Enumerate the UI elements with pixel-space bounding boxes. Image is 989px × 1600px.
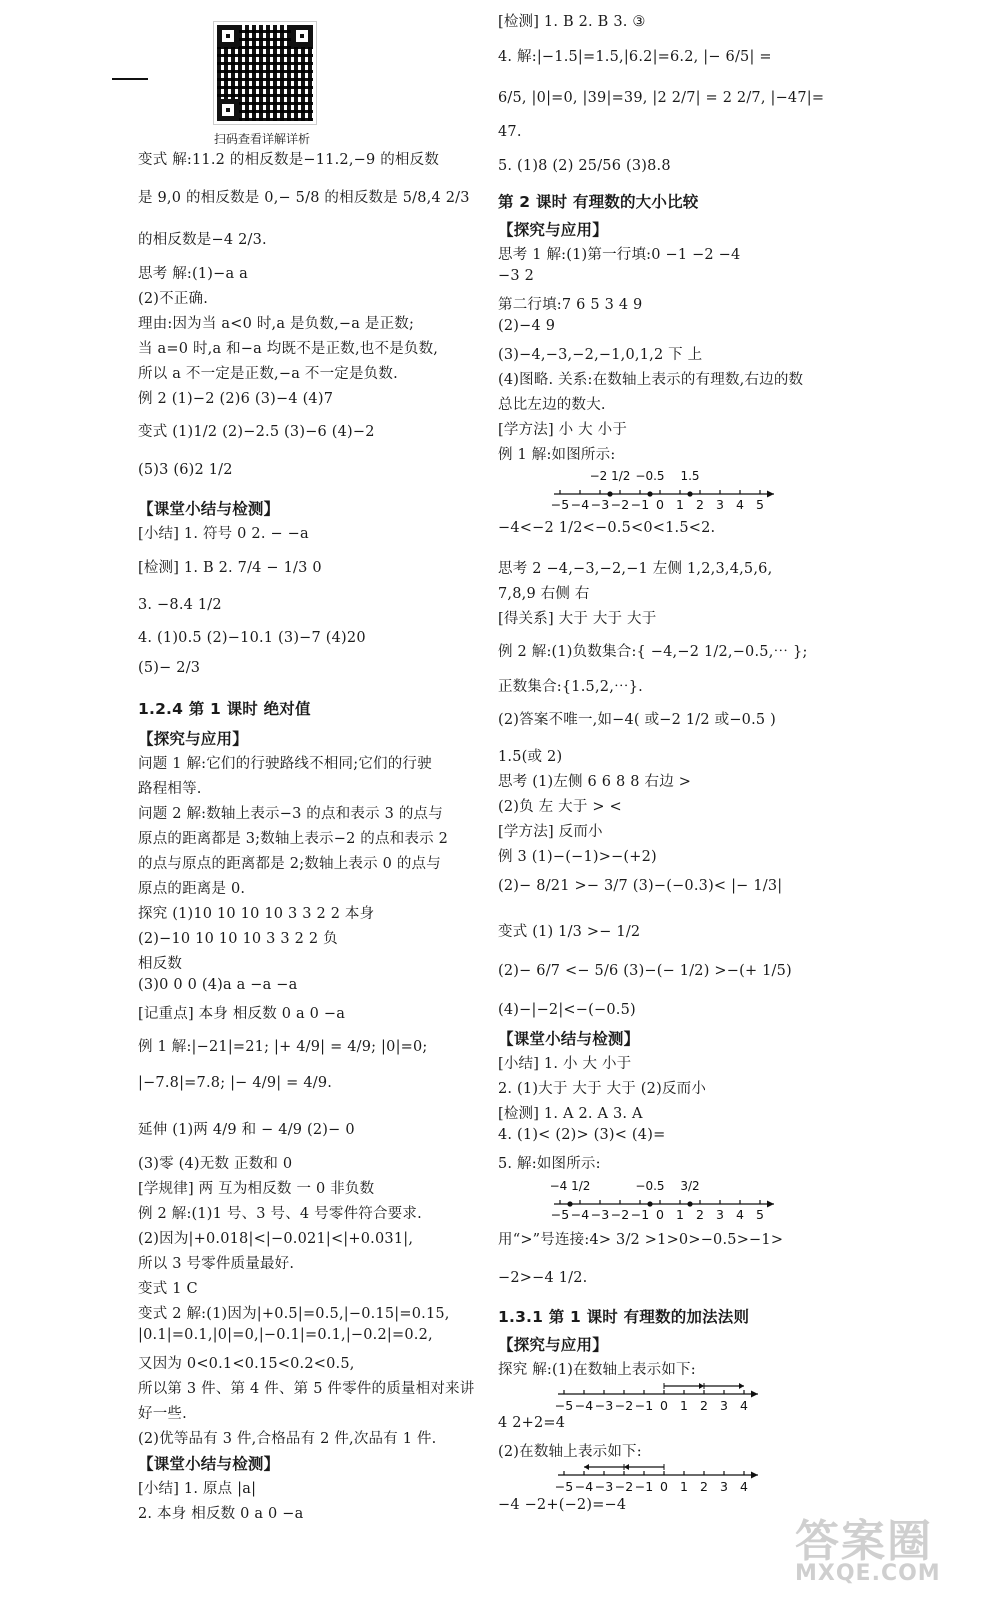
answer-line: −2>−4 1/2. (498, 1270, 588, 1286)
tick-label: −1 (630, 1207, 650, 1222)
answer-line: 思考 1 解:(1)第一行填:0 −1 −2 −4 (498, 247, 741, 263)
number-line-example-1 (548, 462, 788, 514)
answer-line: 变式 2 解:(1)因为|+0.5|=0.5,|−0.15|=0.15, (138, 1306, 450, 1322)
answer-line: 所以 3 号零件质量最好. (138, 1256, 295, 1272)
answer-line: [小结] 1. 原点 |a| (138, 1481, 257, 1497)
answer-line: (2)答案不唯一,如−4( 或−2 1/2 或−0.5 ) (498, 712, 776, 728)
answer-line: 7,8,9 右侧 右 (498, 586, 590, 602)
tick-label: 0 (656, 497, 664, 512)
answer-line: (2)负 左 大于 > < (498, 799, 622, 815)
tick-label: −3 (594, 1479, 614, 1494)
point-label: −2 1/2 (589, 469, 631, 483)
point-dot (607, 491, 612, 496)
answer-line: (2)−4 9 (498, 318, 556, 334)
answer-line: 的点与原点的距离都是 2;数轴上表示 0 的点与 (138, 856, 441, 872)
section-heading: 第 2 课时 有理数的大小比较 (498, 193, 699, 211)
jump-arrowhead (624, 1464, 629, 1470)
answer-line: 所以第 3 件、第 4 件、第 5 件零件的质量相对来讲 (138, 1381, 475, 1397)
tick-label: −1 (634, 1398, 654, 1413)
answer-line: 3. −8.4 1/2 (138, 597, 222, 613)
answer-line: 原点的距离都是 3;数轴上表示−2 的点和表示 2 (138, 831, 449, 847)
tick-label: 3 (720, 1479, 728, 1494)
answer-line: −3 2 (498, 268, 535, 284)
answer-line: 路程相等. (138, 781, 202, 797)
qr-caption: 扫码查看详解详析 (214, 132, 311, 146)
answer-line: [学方法] 反而小 (498, 824, 603, 840)
answer-line: 变式 1 C (138, 1281, 198, 1297)
answer-line: 的相反数是−4 2/3. (138, 232, 267, 248)
tick-label: 2 (700, 1398, 708, 1413)
answer-line: 例 1 解:|−21|=21; |+ 4/9| = 4/9; |0|=0; (138, 1039, 428, 1055)
answer-line: 探究 (1)10 10 10 10 3 3 2 2 本身 (138, 906, 375, 922)
point-dot (687, 1201, 692, 1206)
answer-line: 47. (498, 124, 522, 140)
tick-label: 1 (680, 1479, 688, 1494)
answer-line: (4)−|−2|<−(−0.5) (498, 1002, 636, 1018)
answer-line: −4<−2 1/2<−0.5<0<1.5<2. (498, 520, 716, 536)
answer-line: [学规律] 两 互为相反数 一 0 非负数 (138, 1181, 375, 1197)
tick-label: −5 (554, 1398, 574, 1413)
tick-label: −2 (614, 1479, 634, 1494)
tick-label: −4 (570, 497, 590, 512)
answer-line: 5. 解:如图所示: (498, 1156, 601, 1172)
answer-line: 延伸 (1)两 4/9 和 − 4/9 (2)− 0 (138, 1122, 355, 1138)
answer-line: (4)图略. 关系:在数轴上表示的有理数,右边的数 (498, 372, 804, 388)
answer-line: 当 a=0 时,a 和−a 均既不是正数,也不是负数, (138, 341, 439, 357)
answer-line: (2)−10 10 10 10 3 3 2 2 负 (138, 931, 338, 947)
answer-line: [检测] 1. A 2. A 3. A (498, 1106, 643, 1122)
section-heading: 【课堂小结与检测】 (498, 1030, 640, 1048)
axis-arrow (751, 1472, 758, 1479)
answer-line: (2)优等品有 3 件,合格品有 2 件,次品有 1 件. (138, 1431, 437, 1447)
answer-line: 2. 本身 相反数 0 a 0 −a (138, 1506, 304, 1522)
tick-label: 1 (680, 1398, 688, 1413)
section-heading: 【探究与应用】 (138, 730, 248, 748)
section-heading: 【课堂小结与检测】 (138, 1455, 280, 1473)
axis-arrow (767, 1201, 774, 1208)
answer-line: 4. (1)< (2)> (3)< (4)= (498, 1127, 666, 1143)
answer-line: 问题 2 解:数轴上表示−3 的点和表示 3 的点与 (138, 806, 443, 822)
tick-label: −1 (630, 497, 650, 512)
tick-label: 0 (656, 1207, 664, 1222)
answer-line: 例 2 解:(1)负数集合:{ −4,−2 1/2,−0.5,⋯ }; (498, 644, 808, 660)
tick-label: 2 (700, 1479, 708, 1494)
point-label: −0.5 (635, 469, 665, 483)
answer-line: 原点的距离是 0. (138, 881, 246, 897)
answer-line: 又因为 0<0.1<0.15<0.2<0.5, (138, 1356, 355, 1372)
tick-label: 4 (740, 1479, 748, 1494)
number-line-explore-1 (552, 1380, 762, 1416)
answer-line: [得关系] 大于 大于 大于 (498, 611, 657, 627)
answer-line: [记重点] 本身 相反数 0 a 0 −a (138, 1006, 346, 1022)
point-dot (647, 491, 652, 496)
answer-line: [小结] 1. 小 大 小于 (498, 1056, 632, 1072)
tick-label: −5 (550, 1207, 570, 1222)
answer-line: 用“>”号连接:4> 3/2 >1>0>−0.5>−1> (498, 1232, 784, 1248)
tick-label: 3 (716, 1207, 724, 1222)
tick-label: −2 (610, 1207, 630, 1222)
jump-arrowhead (584, 1464, 589, 1470)
answer-line: 例 2 解:(1)1 号、3 号、4 号零件符合要求. (138, 1206, 422, 1222)
header-rule (112, 78, 148, 80)
tick-label: 4 (736, 1207, 744, 1222)
point-label: 3/2 (680, 1179, 700, 1193)
qr-finder (217, 99, 239, 121)
answer-line: 4. (1)0.5 (2)−10.1 (3)−7 (4)20 (138, 630, 366, 646)
tick-label: 2 (696, 1207, 704, 1222)
answer-line: (3)零 (4)无数 正数和 0 (138, 1156, 293, 1172)
answer-line: (2)− 6/7 <− 5/6 (3)−(− 1/2) >−(+ 1/5) (498, 963, 792, 979)
answer-line: |0.1|=0.1,|0|=0,|−0.1|=0.1,|−0.2|=0.2, (138, 1327, 433, 1343)
answer-line: −4 −2+(−2)=−4 (498, 1497, 627, 1513)
tick-label: 5 (756, 1207, 764, 1222)
axis-arrow (751, 1391, 758, 1398)
tick-label: −3 (594, 1398, 614, 1413)
watermark-url: MXQE.COM (795, 1561, 941, 1586)
answer-line: (5)− 2/3 (138, 660, 201, 676)
answer-line: 第二行填:7 6 5 3 4 9 (498, 297, 643, 313)
answer-line: 2. (1)大于 大于 大于 (2)反而小 (498, 1081, 707, 1097)
answer-line: 思考 2 −4,−3,−2,−1 左侧 1,2,3,4,5,6, (498, 561, 773, 577)
answer-line: 所以 a 不一定是正数,−a 不一定是负数. (138, 366, 398, 382)
point-dot (567, 1201, 572, 1206)
answer-line: 变式 解:11.2 的相反数是−11.2,−9 的相反数 (138, 152, 440, 168)
answer-line: 是 9,0 的相反数是 0,− 5/8 的相反数是 5/8,4 2/3 (138, 190, 470, 206)
answer-line: 相反数 (138, 956, 183, 972)
number-line-test-5 (548, 1172, 788, 1224)
qr-finder (217, 25, 239, 47)
answer-line: (3)0 0 0 (4)a a −a −a (138, 977, 298, 993)
answer-line: (2)不正确. (138, 291, 209, 307)
answer-line: 正数集合:{1.5,2,⋯}. (498, 679, 643, 695)
answer-line: [学方法] 小 大 小于 (498, 422, 628, 438)
answer-line: (2)− 8/21 >− 3/7 (3)−(−0.3)< |− 1/3| (498, 878, 783, 894)
axis-arrow (767, 491, 774, 498)
section-heading: 【探究与应用】 (498, 1336, 608, 1354)
tick-label: −3 (590, 1207, 610, 1222)
answer-line: 思考 解:(1)−a a (138, 266, 248, 282)
answer-line: 例 3 (1)−(−1)>−(+2) (498, 849, 657, 865)
point-label: 1.5 (680, 469, 700, 483)
answer-line: [检测] 1. B 2. B 3. ③ (498, 14, 646, 30)
tick-label: −4 (570, 1207, 590, 1222)
tick-label: 4 (736, 497, 744, 512)
tick-label: 1 (676, 497, 684, 512)
number-line-explore-2 (552, 1461, 762, 1497)
answer-line: 问题 1 解:它们的行驶路线不相同;它们的行驶 (138, 756, 432, 772)
point-label: −0.5 (635, 1179, 665, 1193)
answer-line: (2)在数轴上表示如下: (498, 1444, 642, 1460)
tick-label: −1 (634, 1479, 654, 1494)
answer-line: 理由:因为当 a<0 时,a 是负数,−a 是正数; (138, 316, 415, 332)
section-heading: 【探究与应用】 (498, 221, 608, 239)
section-heading: 1.2.4 第 1 课时 绝对值 (138, 700, 311, 718)
point-label: −4 1/2 (549, 1179, 591, 1193)
tick-label: 5 (756, 497, 764, 512)
answer-line: 例 2 (1)−2 (2)6 (3)−4 (4)7 (138, 391, 334, 407)
answer-line: 思考 (1)左侧 6 6 8 8 右边 > (498, 774, 692, 790)
qr-code[interactable] (214, 22, 316, 124)
tick-label: 2 (696, 497, 704, 512)
tick-label: −5 (554, 1479, 574, 1494)
answer-line: 总比左边的数大. (498, 397, 606, 413)
watermark-logo (795, 1505, 965, 1595)
answer-line: [检测] 1. B 2. 7/4 − 1/3 0 (138, 560, 322, 576)
answer-line: [小结] 1. 符号 0 2. − −a (138, 526, 309, 542)
tick-label: −4 (574, 1398, 594, 1413)
answer-line: 5. (1)8 (2) 25/56 (3)8.8 (498, 158, 671, 174)
section-heading: 【课堂小结与检测】 (138, 500, 280, 518)
tick-label: 4 (740, 1398, 748, 1413)
tick-label: 3 (716, 497, 724, 512)
tick-label: −2 (610, 497, 630, 512)
tick-label: 0 (660, 1479, 668, 1494)
answer-line: 变式 (1)1/2 (2)−2.5 (3)−6 (4)−2 (138, 424, 375, 440)
tick-label: 1 (676, 1207, 684, 1222)
tick-label: 0 (660, 1398, 668, 1413)
tick-label: −4 (574, 1479, 594, 1494)
section-heading: 1.3.1 第 1 课时 有理数的加法法则 (498, 1308, 750, 1326)
answer-line: 1.5(或 2) (498, 749, 563, 765)
point-dot (647, 1201, 652, 1206)
qr-finder (291, 25, 313, 47)
tick-label: −2 (614, 1398, 634, 1413)
answer-line: 好一些. (138, 1406, 187, 1422)
answer-line: 探究 解:(1)在数轴上表示如下: (498, 1362, 696, 1378)
answer-line: 4 2+2=4 (498, 1415, 566, 1431)
tick-label: −3 (590, 497, 610, 512)
point-dot (687, 491, 692, 496)
answer-line: 例 1 解:如图所示: (498, 447, 616, 463)
answer-line: (3)−4,−3,−2,−1,0,1,2 下 上 (498, 347, 703, 363)
jump-arrowhead (699, 1383, 704, 1389)
tick-label: 3 (720, 1398, 728, 1413)
answer-line: |−7.8|=7.8; |− 4/9| = 4/9. (138, 1075, 333, 1091)
answer-line: 6/5, |0|=0, |39|=39, |2 2/7| = 2 2/7, |−47|= (498, 90, 825, 106)
tick-label: −5 (550, 497, 570, 512)
answer-line: (5)3 (6)2 1/2 (138, 462, 233, 478)
answer-line: 变式 (1) 1/3 >− 1/2 (498, 924, 641, 940)
answer-line: 4. 解:|−1.5|=1.5,|6.2|=6.2, |− 6/5| = (498, 49, 772, 65)
answer-line: (2)因为|+0.018|<|−0.021|<|+0.031|, (138, 1231, 414, 1247)
jump-arrowhead (739, 1383, 744, 1389)
watermark-title: 答案圈 (795, 1516, 933, 1567)
